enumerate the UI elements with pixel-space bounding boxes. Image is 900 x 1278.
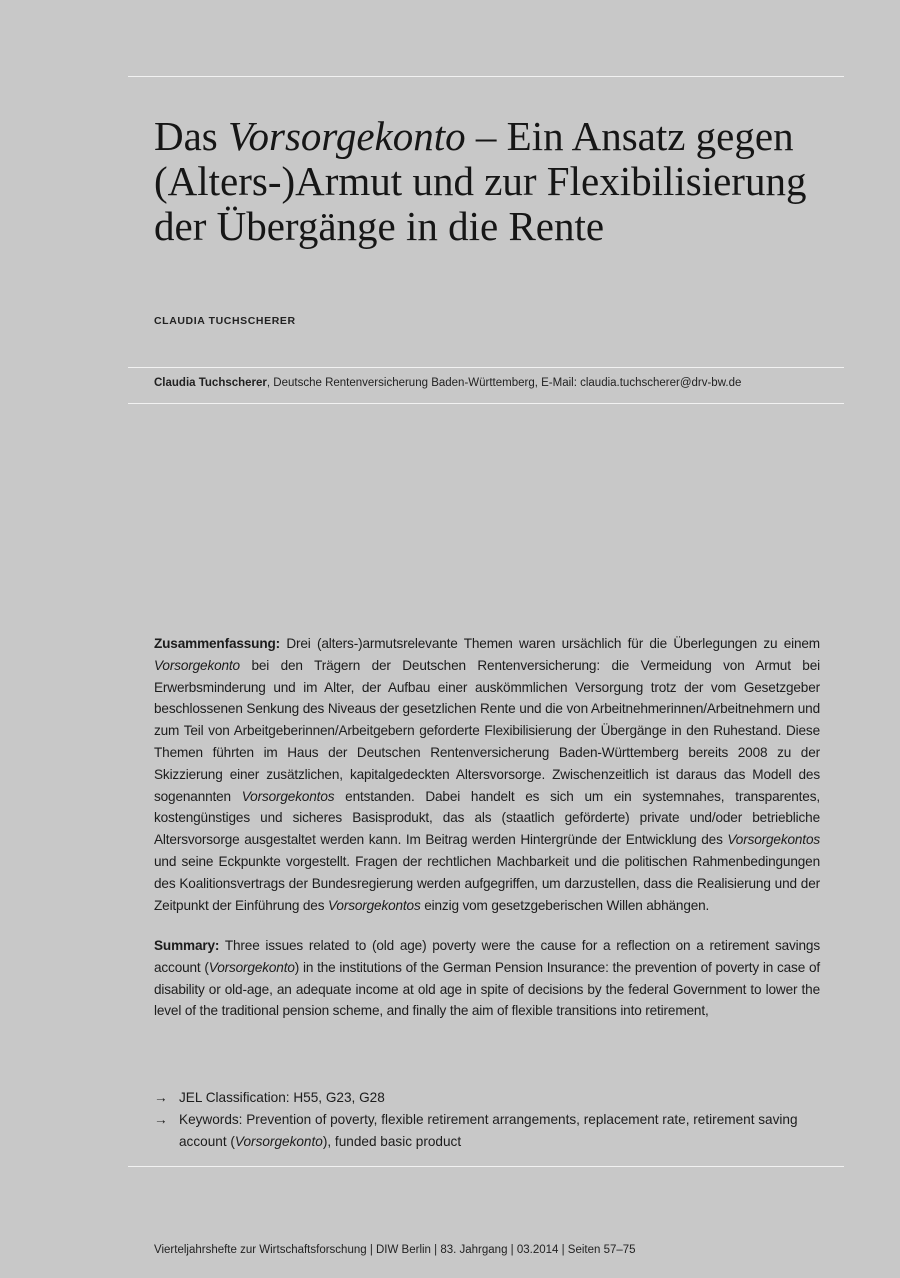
affiliation-bottom-rule [128, 403, 844, 404]
jel-classification-text: JEL Classification: H55, G23, G28 [179, 1090, 385, 1105]
journal-footer: Vierteljahrshefte zur Wirtschaftsforschung | DIW Berlin | 83. Jahrgang | 03.2014 | Seiten 57–75 [154, 1244, 636, 1256]
jel-classification [154, 1087, 834, 1109]
abstract-english-label: Summary: [154, 938, 220, 953]
affiliation-name: Claudia Tuchscherer [154, 377, 267, 389]
article-metadata [154, 1087, 834, 1152]
abstract-english: Summary: Three issues related to (old age) poverty were the cause for a reflection on a retirement savings account (Vorsorgekonto) in the institutions of the German Pension Insurance: the prevention of poverty in case of disability or old-age, an adequate income at old age in spite of decisions by the federal Government to lower the level of the traditional pension scheme, and finally the aim of flexible transitions into retirement, [154, 938, 820, 1019]
keywords [154, 1109, 834, 1153]
article-title: Das Vorsorgekonto – Ein Ansatz gegen (Alters-)Armut und zur Flexibilisierung der Übergänge in die Rente [154, 113, 807, 249]
top-rule [128, 76, 844, 77]
abstract-german-label: Zusammenfassung: [154, 636, 281, 651]
author-name: CLAUDIA TUCHSCHERER [154, 315, 296, 327]
arrow-right-icon: → [154, 1111, 168, 1127]
bottom-rule [128, 1166, 844, 1167]
affiliation-details: , Deutsche Rentenversicherung Baden-Württemberg, E-Mail: claudia.tuchscherer@drv-bw.de [266, 377, 742, 389]
abstract-german: Zusammenfassung: Drei (alters-)armutsrelevante Themen waren ursächlich für die Überlegungen zu einem Vorsorgekonto bei den Trägern der Deutschen Rentenversicherung: die Vermeidung von Armut bei Erwerbsminderung und im Alter, der Aufbau einer auskömmlichen Versorgung trotz der vom Gesetzgeber beschlossenen Senkung des Niveaus der gesetzlichen Rente und die von Arbeitnehmerinnen/Arbeitnehmern und zum Teil von Arbeitgeberinnen/Arbeitgebern geforderte Flexibilisierung der Übergänge in den Ruhestand. Diese Themen führten im Haus der Deutschen Rentenversicherung Baden-Württemberg bereits 2008 zu der Skizzierung einer zusätzlichen, kapitalgedeckten Altersvorsorge. Zwischenzeitlich ist daraus das Modell des sogenannten Vorsorgekontos entstanden. Dabei handelt es sich um ein systemnahes, transparentes, kostengünstiges und sicheres Basisprodukt, das als (staatlich geförderte) private und/oder betriebliche Altersvorsorge ausgestaltet werden kann. Im Beitrag werden Hintergründe der Entwicklung des Vorsorgekontos und seine Eckpunkte vorgestellt. Fragen der rechtlichen Machbarkeit und die politischen Rahmenbedingungen des Koalitionsvertrags der Bundesregierung werden aufgegriffen, um darzustellen, dass die Realisierung und der Zeitpunkt der Einführung des Vorsorgekontos einzig vom gesetzgeberischen Willen abhängen. [154, 636, 820, 913]
arrow-right-icon: → [154, 1090, 168, 1105]
keywords-text: Keywords: Prevention of poverty, flexible retirement arrangements, replacement rate, retirement saving account (Vorsorgekonto), funded basic product [179, 1111, 798, 1149]
affiliation-top-rule [128, 367, 844, 368]
author-affiliation [154, 377, 834, 389]
